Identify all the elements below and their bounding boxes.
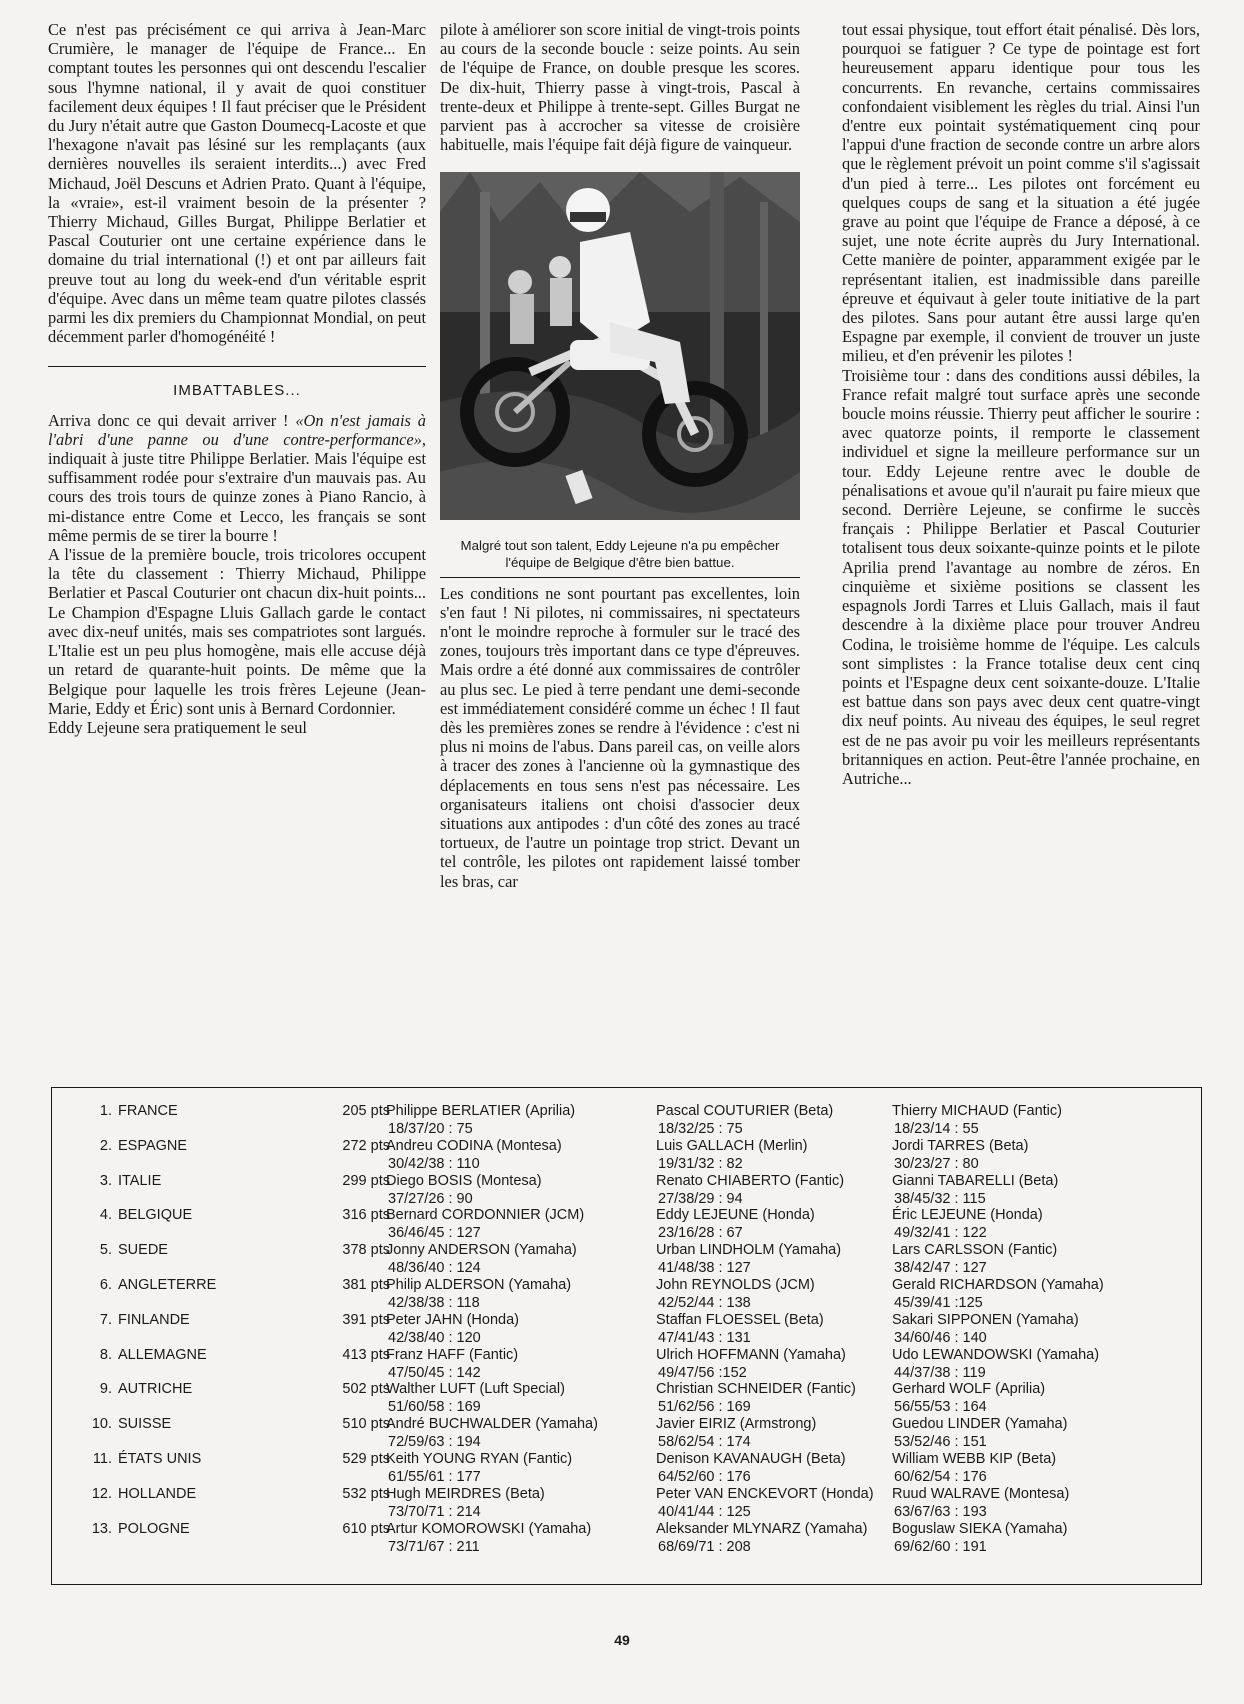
rider-entry [386, 1172, 542, 1208]
rider-entry [656, 1450, 846, 1486]
rank: 5. [99, 1242, 112, 1259]
rider-name: Keith YOUNG RYAN (Fantic) [386, 1451, 573, 1467]
country-name: BELGIQUE [118, 1207, 193, 1224]
team-points: 381 pts [342, 1277, 390, 1293]
page-number: 49 [614, 1632, 630, 1648]
rider-name: John REYNOLDS (JCM) [656, 1277, 815, 1293]
rider-score: 47/50/45 : 142 [388, 1364, 481, 1381]
rider-name: Renato CHIABERTO (Fantic) [656, 1172, 845, 1189]
rider-name: Artur KOMOROWSKI (Yamaha) [386, 1520, 592, 1537]
country-name: FRANCE [118, 1103, 178, 1119]
rank: 9. [99, 1381, 112, 1398]
rider-name: Urban LINDHOLM (Yamaha) [656, 1242, 842, 1259]
team-points: 502 pts [342, 1381, 390, 1398]
paragraph-text: , indiquait à juste titre Philippe Berlatier. Mais l'équipe est suffisamment rodée pour s'extraire d'un mauvais pas. Au cours des trois tours de quinze zones à Piano Rancio, à mi-distance entre Come et Lecco, les français se sont même permis de se tirer la bourre ! [48, 429, 426, 545]
rider-entry [386, 1241, 577, 1277]
rider-score: 58/62/54 : 174 [658, 1434, 751, 1451]
rider-entry [892, 1520, 1067, 1556]
trial-rider-photo [440, 172, 800, 520]
section-heading-block [48, 366, 426, 400]
rider-name: Peter JAHN (Honda) [386, 1311, 519, 1328]
rider-score: 51/62/56 : 169 [658, 1399, 751, 1416]
rank: 6. [99, 1277, 112, 1293]
team-points: 510 pts [342, 1416, 390, 1433]
rank: 3. [99, 1172, 112, 1189]
rider-name: Diego BOSIS (Montesa) [386, 1172, 542, 1189]
rider-entry [656, 1102, 833, 1138]
country-name: FINLANDE [118, 1311, 190, 1328]
rider-name: Gerhard WOLF (Aprilia) [892, 1381, 1046, 1398]
rider-name: Christian SCHNEIDER (Fantic) [656, 1381, 856, 1398]
rider-name: Franz HAFF (Fantic) [386, 1346, 519, 1363]
rider-score: 61/55/61 : 177 [388, 1469, 481, 1485]
rider-entry [892, 1346, 1099, 1382]
rider-entry [386, 1520, 591, 1556]
rider-entry [656, 1380, 856, 1416]
rider-entry [892, 1415, 1067, 1451]
results-row [52, 1276, 1201, 1313]
rider-entry [892, 1485, 1069, 1521]
rider-entry [892, 1102, 1062, 1138]
country-name: ÉTATS UNIS [118, 1451, 202, 1467]
country-name: ALLEMAGNE [118, 1346, 207, 1363]
team-points: 529 pts [342, 1451, 390, 1467]
rank: 1. [99, 1103, 112, 1119]
rider-name: Lars CARLSSON (Fantic) [892, 1242, 1058, 1259]
rider-score: 42/52/44 : 138 [658, 1295, 751, 1311]
article-column-1 [48, 20, 426, 737]
rider-score: 18/37/20 : 75 [388, 1121, 473, 1137]
caption-rule [440, 577, 800, 578]
rider-entry [892, 1172, 1058, 1208]
rider-name: Gianni TABARELLI (Beta) [892, 1172, 1059, 1189]
team-points: 272 pts [342, 1137, 390, 1154]
rider-name: Walther LUFT (Luft Special) [386, 1381, 565, 1398]
rider-entry [656, 1137, 808, 1173]
rider-score: 37/27/26 : 90 [388, 1190, 473, 1207]
paragraph-col2-bottom: Les conditions ne sont pourtant pas excellentes, loin s'en faut ! Ni pilotes, ni commissaires, ni spectateurs n'ont le moindre reproche à formuler sur le tracé des zones, toujours très important dans ce type d'épreuves. Mais ordre a été donné aux commissaires de contrôler au plus sec. Le pied à terre pendant une demi-seconde est immédiatement considéré comme un échec ! Il faut dès les premières zones se rendre à l'évidence : c'est ni plus ni moins de l'abus. Dans pareil cas, on veille alors à tracer des zones à l'ancienne où la gymnastique des déplacements en tous sens n'est pas nécessaire. Les organisateurs italiens ont choisi d'associer deux situations aux antipodes : d'un côté des zones au tracé tortueux, de l'autre un pointage trop strict. Devant un tel contrôle, les pilotes ont rapidement laissé tomber les bras, car [440, 583, 800, 891]
rider-entry [386, 1137, 562, 1173]
rider-name: William WEBB KIP (Beta) [892, 1451, 1057, 1467]
rider-name: Guedou LINDER (Yamaha) [892, 1416, 1068, 1433]
rider-entry [892, 1137, 1028, 1173]
rider-score: 27/38/29 : 94 [658, 1190, 743, 1207]
rider-score: 49/47/56 :152 [658, 1364, 747, 1381]
rider-score: 41/48/38 : 127 [658, 1260, 751, 1277]
rider-entry [656, 1241, 841, 1277]
results-row [52, 1206, 1201, 1243]
results-table [51, 1087, 1202, 1585]
paragraph-col3-1: tout essai physique, tout effort était pénalisé. Dès lors, pourquoi se fatiguer ? Ce type de pointage est fort heureusement apparu identique pour tous les concurrents. En revanche, certains commissaires confondaient visiblement les règles du trial. Ainsi l'un d'entre eux pointait systématiquement cinq pour l'appui d'une fraction de seconde contre un arbre alors que le règlement prévoit un point comme s'il s'agissait d'un pied à terre... Les pilotes ont forcément eu quelques coups de sang et la situation a été jugée grave au point que l'équipe de France a déposé, à ce sujet, une note écrite auprès du Jury International. Cette manière de pointer, apparamment exigée par le représentant italien, est inadmissible dans pareille épreuve et équivaut à geler toute initiative de la part des pilotes. Sans pour autant être aussi large qu'en Espagne par exemple, il convient de trouver un juste milieu, et d'en prévenir les pilotes ! [842, 20, 1200, 366]
rider-score: 49/32/41 : 122 [894, 1225, 987, 1242]
article-column-2 [440, 20, 800, 891]
country-name: HOLLANDE [118, 1485, 197, 1502]
rank: 11. [92, 1451, 112, 1467]
results-row [52, 1102, 1201, 1139]
rider-score: 38/42/47 : 127 [894, 1260, 987, 1277]
rider-score: 44/37/38 : 119 [894, 1364, 986, 1381]
team-points: 532 pts [342, 1485, 390, 1502]
paragraph-imbattables-3: Eddy Lejeune sera pratiquement le seul [48, 717, 307, 737]
rider-entry [892, 1206, 1043, 1242]
rider-name: Udo LEWANDOWSKI (Yamaha) [892, 1346, 1100, 1363]
rider-score: 40/41/44 : 125 [658, 1503, 751, 1520]
rider-score: 36/46/45 : 127 [388, 1225, 481, 1242]
rank: 2. [99, 1137, 112, 1154]
rider-name: Jonny ANDERSON (Yamaha) [386, 1242, 577, 1259]
country-name: POLOGNE [118, 1520, 190, 1537]
results-row [52, 1380, 1201, 1417]
rank: 12. [91, 1485, 112, 1502]
rider-entry [656, 1311, 824, 1347]
rider-name: Boguslaw SIEKA (Yamaha) [892, 1520, 1068, 1537]
rider-entry [892, 1311, 1079, 1347]
team-points: 378 pts [342, 1242, 390, 1259]
rider-entry [656, 1206, 815, 1242]
rider-score: 51/60/58 : 169 [388, 1399, 481, 1416]
rider-name: Philip ALDERSON (Yamaha) [386, 1277, 572, 1293]
rider-score: 60/62/54 : 176 [894, 1469, 987, 1485]
team-points: 205 pts [342, 1103, 390, 1119]
rider-name: Ulrich HOFFMANN (Yamaha) [656, 1346, 846, 1363]
results-row [52, 1485, 1201, 1522]
paragraph-col3-2: Troisième tour : dans des conditions aussi débiles, la France refait malgré tout surface après une seconde boucle moins réussie. Thierry peut afficher le sourire : avec quatorze points, il remporte le classement individuel et signe la meilleure performance sur un tour. Eddy Lejeune rentre avec le double de pénalisations et avoue qu'il n'aurait pu faire mieux que second. Derrière Lejeune, se confirme le succès français : Philippe Berlatier et Pascal Couturier totalisent tous deux soixante-quinze points et le pilote Aprilia prend l'avantage au nombre de zéros. En cinquième et sixième positions se classent les espagnols Jordi Tarres et Lluis Gallach, mais il faut descendre à la dixième place pour trouver Andreu Codina, le troisième homme de l'équipe. Les calculs sont simplistes : la France totalise deux cent cinq points et l'Espagne deux cent soixante-douze. L'Italie est battue dans son pays avec deux cent quatre-vingt dix neuf points. Au niveau des équipes, le seul regret est de ne pas avoir pu voir les meilleurs représentants britanniques en action. Peut-être l'année prochaine, en Autriche... [842, 365, 1200, 788]
rider-entry [892, 1276, 1104, 1312]
rider-score: 30/23/27 : 80 [894, 1155, 979, 1172]
rider-score: 30/42/38 : 110 [388, 1155, 480, 1172]
team-points: 316 pts [342, 1207, 390, 1224]
rider-entry [656, 1276, 815, 1312]
section-rule [48, 366, 426, 367]
rider-entry [386, 1380, 565, 1416]
rider-entry [656, 1485, 874, 1521]
rider-score: 42/38/40 : 120 [388, 1329, 481, 1346]
rider-entry [656, 1172, 844, 1208]
photo-caption: Malgré tout son talent, Eddy Lejeune n'a pu empêcher l'équipe de Belgique d'être bien battue. [460, 537, 780, 570]
rider-entry [656, 1415, 816, 1451]
rider-score: 53/52/46 : 151 [894, 1434, 987, 1451]
rider-name: Staffan FLOESSEL (Beta) [656, 1311, 824, 1328]
rider-name: Jordi TARRES (Beta) [892, 1137, 1029, 1154]
rider-score: 38/45/32 : 115 [894, 1190, 986, 1207]
rank: 13. [91, 1520, 112, 1537]
rider-name: Javier EIRIZ (Armstrong) [656, 1416, 817, 1433]
results-row [52, 1137, 1201, 1174]
results-row [52, 1450, 1201, 1487]
results-row [52, 1172, 1201, 1209]
rider-score: 18/23/14 : 55 [894, 1121, 979, 1137]
article-column-3 [842, 20, 1200, 788]
rider-entry [892, 1450, 1056, 1486]
rider-entry [386, 1206, 584, 1242]
country-name: ITALIE [118, 1172, 162, 1189]
rider-entry [656, 1520, 867, 1556]
rider-name: Thierry MICHAUD (Fantic) [892, 1103, 1062, 1119]
rider-score: 73/71/67 : 211 [388, 1538, 480, 1555]
rank: 10. [91, 1416, 112, 1433]
rank: 8. [99, 1346, 112, 1363]
rider-score: 68/69/71 : 208 [658, 1538, 751, 1555]
intro-paragraph: Ce n'est pas précisément ce qui arriva à Jean-Marc Crumière, le manager de l'équipe de France... En comptant toutes les personnes qui ont descendu l'escalier sous l'hymne national, il y avait de quoi constituer facilement deux équipes ! Il faut préciser que le Président du Jury n'était autre que Gaston Doumecq-Lacoste et que l'hexagone n'avait pas lésiné sur les remplaçants (aux dernières nouvelles ils seraient interdits...) avec Fred Michaud, Joël Descuns et Adrien Prato. Quant à l'équipe, la «vraie», est-il vraiment besoin de la présenter ? Thierry Michaud, Gilles Burgat, Philippe Berlatier et Pascal Couturier ont une certaine expérience dans le domaine du trial international (!) et ont par ailleurs fait preuve tout au long du week-end d'un véritable esprit d'équipe. Avec dans un même team quatre pilotes classés parmi les dix premiers du Championnat Mondial, on peut décemment parler d'homogénéité ! [48, 20, 426, 347]
rider-name: Pascal COUTURIER (Beta) [656, 1103, 834, 1119]
rider-score: 47/41/43 : 131 [658, 1329, 751, 1346]
rider-name: Denison KAVANAUGH (Beta) [656, 1451, 846, 1467]
rider-name: Philippe BERLATIER (Aprilia) [386, 1103, 576, 1119]
team-points: 610 pts [342, 1520, 390, 1537]
section-heading: IMBATTABLES... [173, 382, 301, 400]
country-name: ESPAGNE [118, 1137, 188, 1154]
rank: 7. [99, 1311, 112, 1328]
rider-entry [386, 1346, 518, 1382]
results-row [52, 1241, 1201, 1278]
rider-name: Hugh MEIRDRES (Beta) [386, 1485, 545, 1502]
rider-score: 56/55/53 : 164 [894, 1399, 987, 1416]
rider-name: Luis GALLACH (Merlin) [656, 1137, 808, 1154]
rank: 4. [99, 1207, 112, 1224]
quote: «On n'est jamais à l'abri d'une panne ou d'une contre-performance» [48, 410, 426, 449]
rider-entry [386, 1311, 519, 1347]
rider-entry [386, 1485, 545, 1521]
rider-score: 19/31/32 : 82 [658, 1155, 743, 1172]
rider-name: Éric LEJEUNE (Honda) [892, 1207, 1043, 1224]
rider-score: 64/52/60 : 176 [658, 1469, 751, 1485]
rider-entry [892, 1241, 1057, 1277]
rider-score: 42/38/38 : 118 [388, 1295, 480, 1311]
results-row [52, 1415, 1201, 1452]
rider-score: 23/16/28 : 67 [658, 1225, 743, 1242]
rider-score: 48/36/40 : 124 [388, 1260, 481, 1277]
rider-score: 34/60/46 : 140 [894, 1329, 987, 1346]
rider-name: Eddy LEJEUNE (Honda) [656, 1207, 815, 1224]
country-name: SUEDE [118, 1242, 168, 1259]
rider-score: 45/39/41 :125 [894, 1295, 983, 1311]
rider-entry [386, 1450, 572, 1486]
rider-entry [386, 1415, 598, 1451]
results-row [52, 1346, 1201, 1383]
team-points: 413 pts [342, 1346, 390, 1363]
rider-name: Gerald RICHARDSON (Yamaha) [892, 1277, 1104, 1293]
rider-name: Sakari SIPPONEN (Yamaha) [892, 1311, 1079, 1328]
rider-score: 73/70/71 : 214 [388, 1503, 481, 1520]
country-name: SUISSE [118, 1416, 172, 1433]
rider-name: Peter VAN ENCKEVORT (Honda) [656, 1485, 874, 1502]
paragraph-col2-top: pilote à améliorer son score initial de vingt-trois points au cours de la seconde boucle : seize points. Au sein de l'équipe de France, on double presque les scores. De dix-huit, Thierry passe à vingt-trois, Pascal à trente-deux et Philippe à trente-sept. Gilles Burgat ne parvient pas à accrocher sa vitesse de croisière habituelle, mais l'équipe fait déjà figure de vainqueur. [440, 20, 800, 155]
rider-entry [656, 1346, 846, 1382]
rider-name: Ruud WALRAVE (Montesa) [892, 1485, 1070, 1502]
team-points: 391 pts [342, 1311, 390, 1328]
rider-entry [386, 1102, 575, 1138]
rider-score: 63/67/63 : 193 [894, 1503, 987, 1520]
paragraph-imbattables-1 [48, 411, 426, 545]
rider-score: 72/59/63 : 194 [388, 1434, 481, 1451]
paragraph-imbattables-2: A l'issue de la première boucle, trois tricolores occupent la tête du classement : Thierry Michaud, Philippe Berlatier et Pascal Couturier ont chacun dix-huit points... Le Champion d'Espagne Lluis Gallach garde le contact avec dix-neuf unités, mais ses compatriotes sont largués. L'Italie est un peu plus homogène, mais elle accuse déjà un retard de quarante-huit points. De même que la Belgique pour laquelle les trois frères Lejeune (Jean-Marie, Eddy et Éric) sont unis à Bernard Cordonnier. [48, 545, 426, 718]
country-name: ANGLETERRE [118, 1277, 217, 1293]
results-row [52, 1311, 1201, 1348]
rider-name: Bernard CORDONNIER (JCM) [386, 1207, 585, 1224]
paragraph-text: Arriva donc ce qui devait arriver ! [48, 410, 296, 430]
rider-name: André BUCHWALDER (Yamaha) [386, 1416, 598, 1433]
results-row [52, 1520, 1201, 1557]
rider-entry [892, 1380, 1045, 1416]
rider-entry [386, 1276, 571, 1312]
rider-name: Andreu CODINA (Montesa) [386, 1137, 562, 1154]
rider-score: 69/62/60 : 191 [894, 1538, 987, 1555]
rider-score: 18/32/25 : 75 [658, 1121, 743, 1137]
rider-name: Aleksander MLYNARZ (Yamaha) [656, 1520, 868, 1537]
country-name: AUTRICHE [118, 1381, 193, 1398]
team-points: 299 pts [342, 1172, 390, 1189]
